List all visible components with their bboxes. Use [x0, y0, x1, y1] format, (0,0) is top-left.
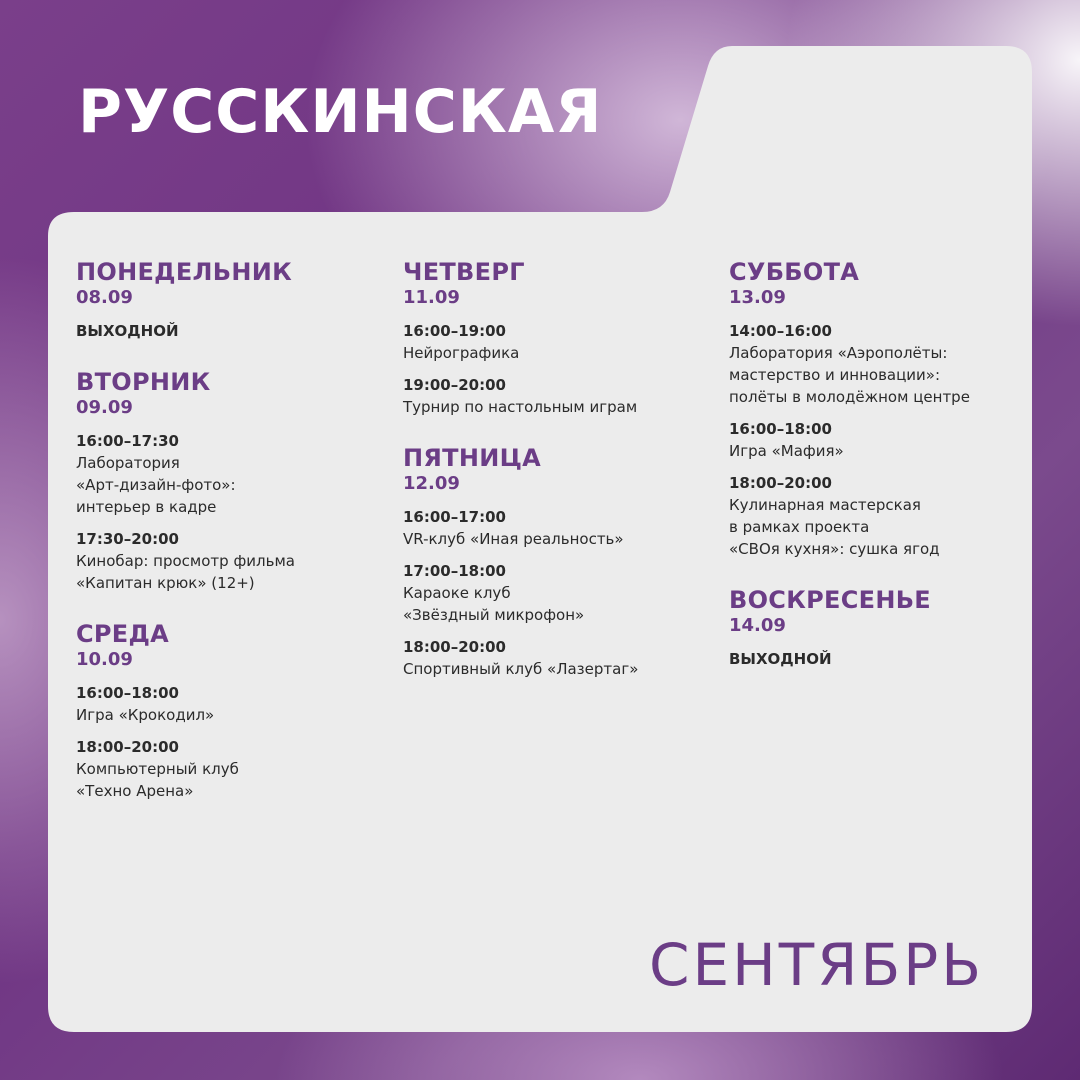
day-date: 12.09 [403, 473, 460, 494]
day-date: 13.09 [729, 287, 786, 308]
event-description: Игра «Мафия» [729, 442, 844, 460]
event-time: 17:00–18:00 [403, 562, 506, 580]
event-description: Караоке клуб «Звёздный микрофон» [403, 584, 585, 624]
event-time: 16:00–19:00 [403, 322, 506, 340]
event-time: 18:00–20:00 [403, 638, 506, 656]
day-off-note: ВЫХОДНОЙ [76, 322, 179, 340]
event-description: Лаборатория «Арт-дизайн-фото»: интерьер в кадре [76, 454, 236, 516]
day-off-note: ВЫХОДНОЙ [729, 650, 832, 668]
event-description: VR-клуб «Иная реальность» [403, 530, 624, 548]
page-title: РУССКИНСКАЯ [78, 77, 603, 147]
day-name: ЧЕТВЕРГ [403, 258, 525, 286]
event-description: Игра «Крокодил» [76, 706, 215, 724]
event-time: 17:30–20:00 [76, 530, 179, 548]
event-time: 16:00–17:00 [403, 508, 506, 526]
day-thursday [403, 258, 703, 418]
event-description: Кинобар: просмотр фильма «Капитан крюк» (12+) [76, 552, 295, 592]
event-time: 18:00–20:00 [76, 738, 179, 756]
event-time: 16:00–17:30 [76, 432, 179, 450]
day-date: 11.09 [403, 287, 460, 308]
event-item [76, 736, 376, 802]
event-time: 19:00–20:00 [403, 376, 506, 394]
day-date: 10.09 [76, 649, 133, 670]
day-name: СРЕДА [76, 620, 170, 648]
day-monday [76, 258, 376, 342]
event-item [403, 636, 703, 680]
event-time: 18:00–20:00 [729, 474, 832, 492]
day-wednesday [76, 620, 376, 802]
event-time: 16:00–18:00 [76, 684, 179, 702]
event-time: 16:00–18:00 [729, 420, 832, 438]
day-name: ПОНЕДЕЛЬНИК [76, 258, 293, 286]
event-item [729, 320, 1029, 408]
day-name: СУББОТА [729, 258, 860, 286]
day-tuesday [76, 368, 376, 594]
event-item [729, 418, 1029, 462]
event-description: Турнир по настольным играм [403, 398, 638, 416]
event-item [403, 560, 703, 626]
day-name: ПЯТНИЦА [403, 444, 542, 472]
event-item [403, 374, 703, 418]
event-description: Компьютерный клуб «Техно Арена» [76, 760, 239, 800]
event-item [729, 472, 1029, 560]
event-description: Нейрографика [403, 344, 520, 362]
event-item [403, 320, 703, 364]
event-item [403, 506, 703, 550]
event-description: Спортивный клуб «Лазертаг» [403, 660, 639, 678]
event-time: 14:00–16:00 [729, 322, 832, 340]
event-item [76, 682, 376, 726]
day-date: 14.09 [729, 615, 786, 636]
day-date: 08.09 [76, 287, 133, 308]
event-item [76, 528, 376, 594]
day-name: ВОСКРЕСЕНЬЕ [729, 586, 931, 614]
event-description: Лаборатория «Аэрополёты: мастерство и инновации»: полёты в молодёжном центре [729, 344, 970, 406]
event-item [76, 430, 376, 518]
schedule-column-2 [403, 258, 703, 706]
month-label: СЕНТЯБРЬ [648, 931, 984, 999]
day-friday [403, 444, 703, 680]
event-description: Кулинарная мастерская в рамках проекта «СВОя кухня»: сушка ягод [729, 496, 940, 558]
day-name: ВТОРНИК [76, 368, 211, 396]
schedule-column-1 [76, 258, 376, 828]
schedule-column-3 [729, 258, 1029, 696]
day-saturday [729, 258, 1029, 560]
day-sunday [729, 586, 1029, 670]
day-date: 09.09 [76, 397, 133, 418]
